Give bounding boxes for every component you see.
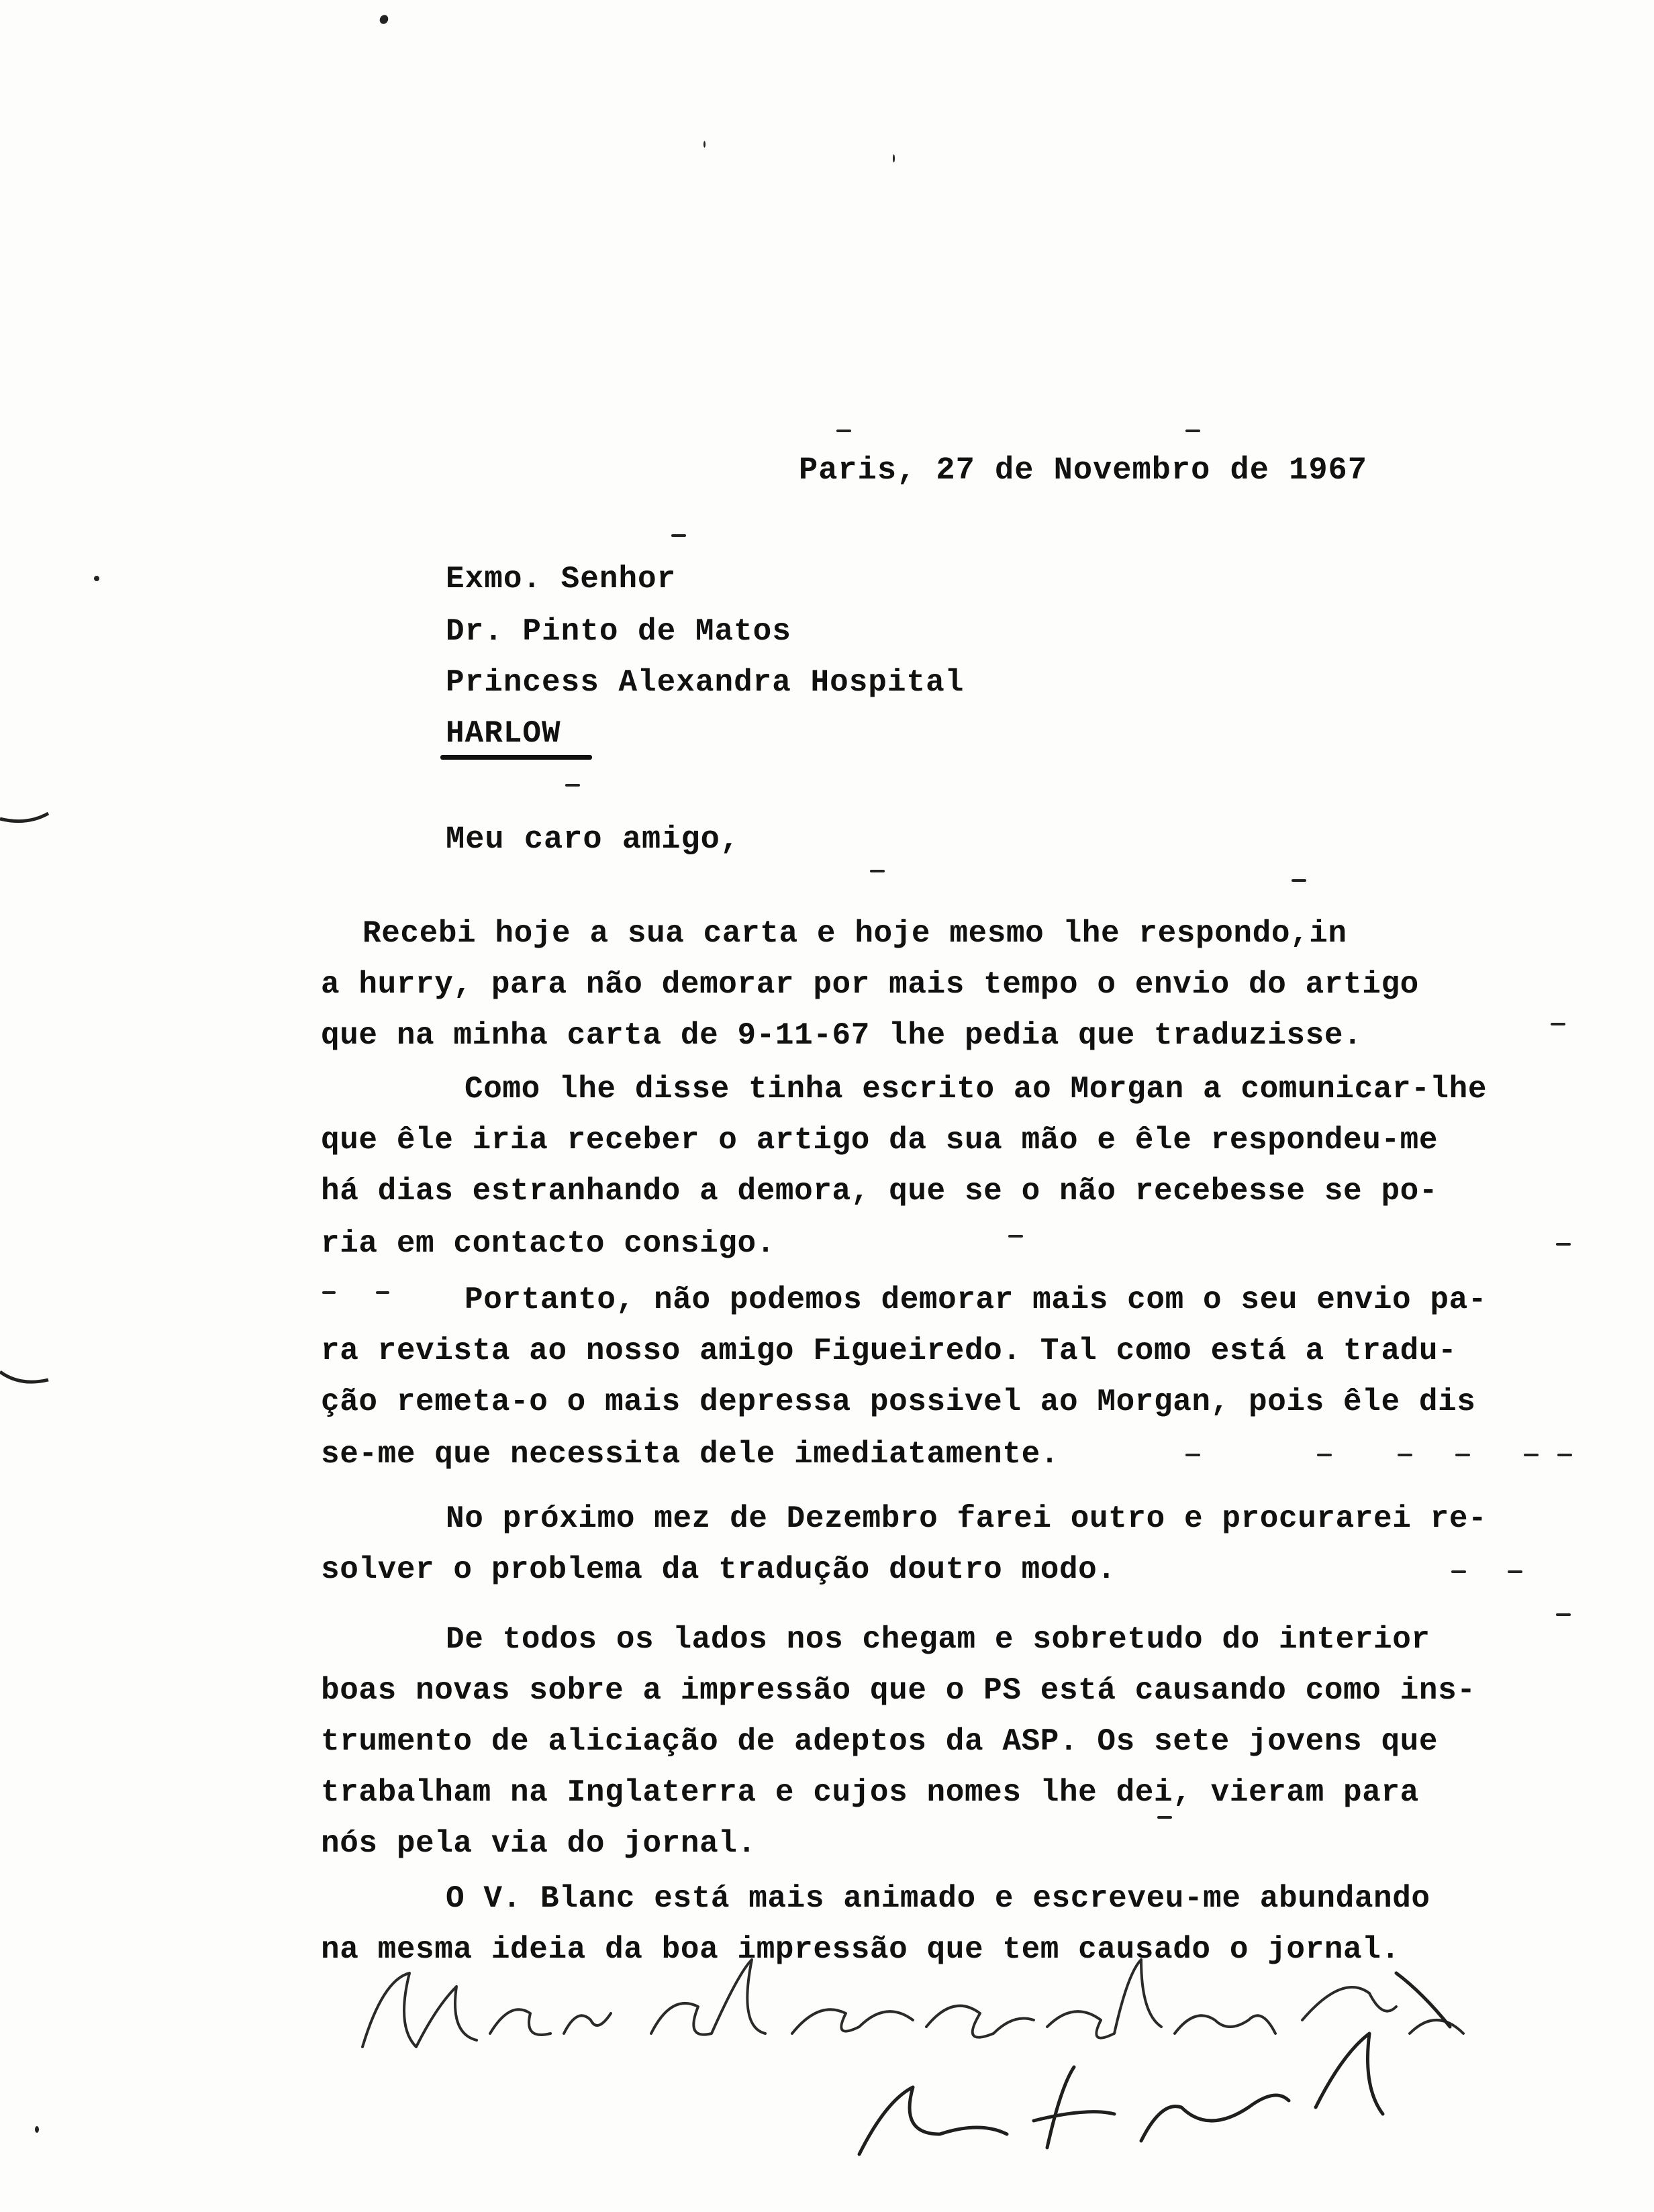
stray-mark — [1455, 1454, 1470, 1456]
stray-mark — [1524, 1454, 1539, 1456]
body-line: Como lhe disse tinha escrito ao Morgan a comunicar-lhe — [465, 1072, 1488, 1107]
stray-mark — [1185, 1454, 1200, 1456]
body-line: que êle iria receber o artigo da sua mão e êle respondeu-me — [321, 1123, 1439, 1158]
stray-mark — [322, 1291, 336, 1294]
body-line: nós pela via do jornal. — [321, 1826, 757, 1861]
body-line: Recebi hoje a sua carta e hoje mesmo lhe respondo,in — [362, 916, 1347, 951]
stray-mark — [1292, 879, 1306, 882]
stray-mark — [1157, 1816, 1172, 1819]
body-line: solver o problema da tradução doutro modo. — [321, 1552, 1116, 1587]
stray-mark — [1185, 430, 1200, 432]
stray-mark — [1556, 1613, 1571, 1616]
letter-date: Paris, 27 de Novembro de 1967 — [799, 453, 1367, 489]
recipient-institution: Princess Alexandra Hospital — [446, 665, 965, 700]
scan-speck — [893, 154, 895, 162]
body-line: ra revista ao nosso amigo Figueiredo. Tal como está a tradu- — [321, 1334, 1457, 1368]
body-line: na mesma ideia da boa impressão que tem causado o jornal. — [321, 1932, 1400, 1967]
recipient-title: Exmo. Senhor — [446, 562, 677, 597]
handwritten-signature-icon — [336, 1933, 1584, 2174]
body-line: De todos os lados nos chegam e sobretudo do interior — [446, 1622, 1430, 1657]
stray-mark — [671, 534, 686, 537]
body-line: ção remeta-o o mais depressa possivel ao Morgan, pois êle dis — [321, 1385, 1476, 1419]
stray-mark — [1008, 1235, 1023, 1238]
body-line: a hurry, para não demorar por mais tempo o envio do artigo — [321, 967, 1419, 1002]
stray-mark — [1556, 1243, 1571, 1246]
stray-mark — [376, 1291, 389, 1294]
stray-mark — [870, 870, 885, 872]
scan-speck — [378, 13, 389, 26]
scan-speck — [35, 2126, 39, 2133]
body-line: há dias estranhando a demora, que se o não recebesse se po- — [321, 1174, 1439, 1209]
city-underline — [440, 755, 592, 760]
letter-greeting: Meu caro amigo, — [446, 822, 740, 858]
body-line: ria em contacto consigo. — [321, 1226, 775, 1261]
stray-mark — [1557, 1454, 1572, 1456]
body-line: trumento de aliciação de adeptos da ASP. Os sete jovens que — [321, 1724, 1439, 1759]
body-line: O V. Blanc está mais animado e escreveu-me abundando — [446, 1881, 1430, 1916]
stray-mark — [836, 430, 851, 432]
body-line: trabalham na Inglaterra e cujos nomes lhe dei, vieram para — [321, 1775, 1419, 1810]
recipient-city: HARLOW — [446, 716, 561, 751]
stray-mark — [1398, 1454, 1412, 1456]
body-line: que na minha carta de 9-11-67 lhe pedia que traduzisse. — [321, 1018, 1363, 1053]
stray-mark — [565, 784, 580, 787]
stray-mark — [1551, 1023, 1565, 1025]
stray-mark — [1317, 1454, 1332, 1456]
hole-punch-mark-icon — [0, 799, 54, 839]
scan-speck — [703, 141, 706, 148]
body-line: se-me que necessita dele imediatamente. — [321, 1437, 1059, 1472]
recipient-name: Dr. Pinto de Matos — [446, 614, 791, 649]
scan-speck — [94, 576, 99, 581]
stray-mark — [1451, 1570, 1466, 1573]
body-line: Portanto, não podemos demorar mais com o seu envio pa- — [465, 1283, 1488, 1317]
body-line: No próximo mez de Dezembro farei outro e procurarei re- — [446, 1501, 1488, 1536]
stray-mark — [1508, 1570, 1522, 1573]
body-line: boas novas sobre a impressão que o PS está causando como ins- — [321, 1673, 1476, 1708]
hole-punch-mark-icon — [0, 1362, 54, 1403]
